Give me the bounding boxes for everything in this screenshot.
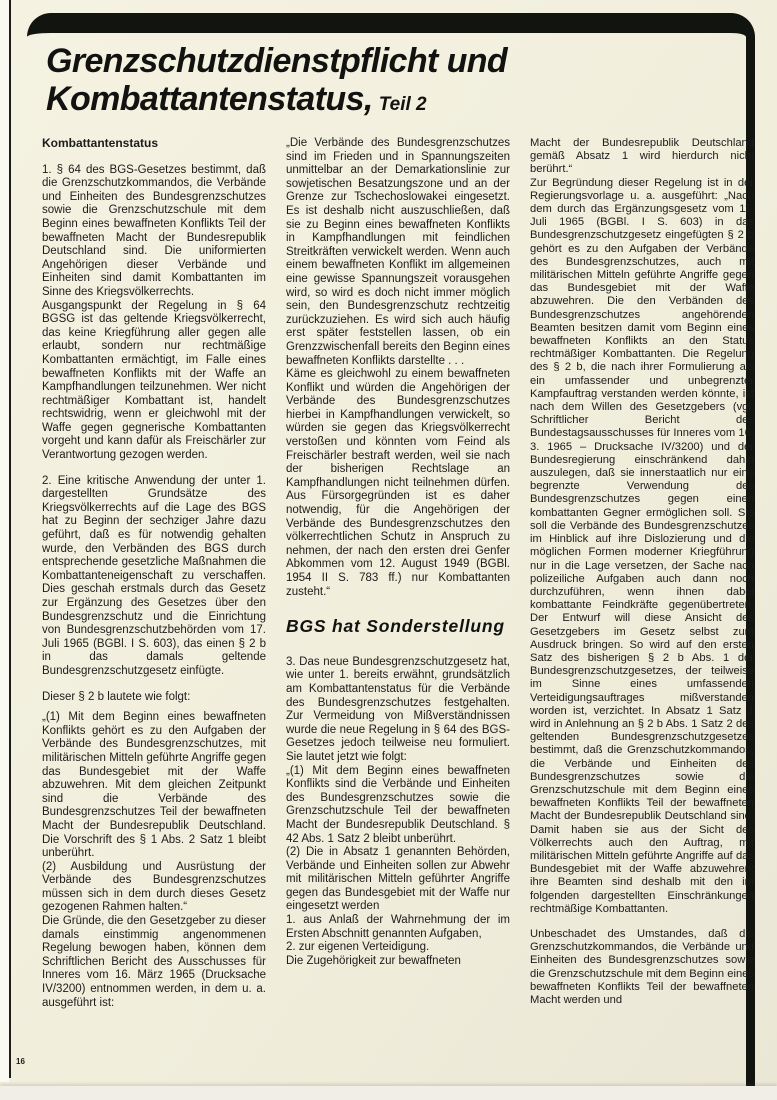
paragraph: 1. § 64 des BGS-Gesetzes bestimmt, daß die Grenzschutzkommandos, die Verbände und Einheiten des Bundesgrenzschutzes sowie die Grenzschutzschule mit dem Beginn eines bewaffneten Konflikts Teil der bewaffneten Macht der Bundesrepublik Deutschland sind. Die uniformierten Angehörigen dieser Verbände und Einheiten sind damit Kombattanten im Sinne des Kriegsvölkerrechts. — [42, 163, 266, 298]
column-2 — [286, 137, 510, 1087]
article-title-part: Teil 2 — [378, 94, 427, 115]
paragraph: Macht der Bundesrepublik Deutschland gemäß Absatz 1 wird hierdurch nicht berührt.“ — [530, 137, 754, 176]
paragraph: Die Zugehörigkeit zur bewaffneten — [286, 954, 461, 967]
paragraph: Die Gründe, die den Gesetzgeber zu dieser damals einstimmig angenommenen Regelung bewogen haben, können dem Schriftlichen Bericht des Ausschusses für Inneres vom 16. März 1965 (Drucksache IV/3200) entnommen werden, in dem u. a. ausgeführt ist: — [42, 915, 266, 1009]
paragraph: „(1) Mit dem Beginn eines bewaffneten Konflikts sind die Verbände und Einheiten des Bundesgrenzschutzes sowie die Grenzschutzschule Teil der bewaffneten Macht der Bundesrepublik Deutschland. § 42 Abs. 1 Satz 2 bleibt unberührt. — [286, 764, 510, 845]
paragraph: (2) Die in Absatz 1 genannten Behörden, Verbände und Einheiten sollen zur Abwehr mit militärischen Mitteln geführter Angriffe gegen das Bundesgebiet mit der Waffe nur eingesetzt werden — [286, 846, 510, 913]
article-title-line1: Grenzschutzdienstpflicht und — [46, 42, 508, 80]
paragraph: „(1) Mit dem Beginn eines bewaffneten Konflikts gehört es zu den Aufgaben der Verbände des Bundesgrenzschutzes, mit militärischen Mitteln geführte Angriffe gegen das Bundesgebiet mit der Waffe abzuwehren. Mit dem gleichen Zeitpunkt sind die Verbände des Bundesgrenzschutzes Teil der bewaffneten Macht der Bundesrepublik Deutschland. Die Vorschrift des § 1 Abs. 2 Satz 1 bleibt unberührt. — [42, 711, 266, 860]
paragraph: „Die Verbände des Bundesgrenzschutzes sind im Frieden und in Spannungszeiten unmittelbar an der Demarkationslinie zur sowjetischen Besatzungszone und an der Grenze zur Tschechoslowakei eingesetzt. Es ist deshalb nicht auszuschließen, daß sie zu Beginn eines bewaffneten Konflikts in Kampfhandlungen mit feindlichen Streitkräften verwickelt werden. Wenn auch einem bewaffneten Konflikt im allgemeinen eine gewisse Spannungszeit vorausgehen wird, so wird es doch nicht immer möglich sein, den Bundesgrenzschutz rechtzeitig zurückzuziehen. Es wird sich auch häufig erst später feststellen lassen, ob ein Grenzzwischenfall bereits den Beginn eines bewaffneten Konflikts darstellte . . . — [286, 137, 510, 367]
page-left-edge — [0, 0, 9, 1082]
page-left-edge-line — [9, 0, 11, 1078]
page-number: 16 — [16, 1057, 25, 1066]
section-heading-kombattantenstatus: Kombattantenstatus — [42, 137, 159, 150]
article-body — [42, 137, 754, 1087]
article-title-line2 — [46, 80, 507, 124]
paragraph: Ausgangspunkt der Regelung in § 64 BGSG ist das geltende Kriegsvölkerrecht, das keine Kriegführung aller gegen alle erlaubt, sondern nur rechtmäßige Kombattanten ermächtigt, im Falle eines bewaffneten Konflikts mit der Waffe an Kampfhandlungen teilzunehmen. Wer nicht rechtmäßiger Kombattant ist, handelt rechtswidrig, wenn er gleichwohl mit der Waffe gegen gegnerische Kombattanten vorgeht und kann dafür als Freischärler zur Verantwortung gezogen werden. — [42, 299, 266, 462]
paragraph: 3. Das neue Bundesgrenzschutzgesetz hat, wie unter 1. bereits erwähnt, grundsätzlich am Kombattantenstatus für die Verbände des Bundesgrenzschutzes festgehalten. Zur Vermeidung von Mißverständnissen wurde die neue Regelung in § 64 des BGS-Gesetzes jedoch teilweise neu formuliert. Sie lautet jetzt wie folgt: — [286, 655, 510, 763]
paragraph: Zur Begründung dieser Regelung ist in der Regierungsvorlage u. a. ausgeführt: „Nach dem durch das Ergänzungsgesetz vom 11. Juli 1965 (BGBl. I S. 603) in das Bundesgrenzschutzgesetz eingefügten § 2 b gehört es zu den Aufgaben der Verbände des Bundesgrenzschutzes, auch mit militärischen Mitteln geführte Angriffe gegen das Bundesgebiet mit der Waffe abzuwehren. Die den Verbänden des Bundesgrenzschutzes angehörenden Beamten besitzen damit vom Beginn eines bewaffneten Konflikts an den Status rechtmäßiger Kombattanten. Die Regelung des § 2 b, die nach ihrer Formulierung als ein umfassender und unbegrenzter Kampfauftrag verstanden werden könnte, ist nach dem Willen des Gesetzgebers (vgl. Schriftlicher Bericht des Bundestagsausschusses für Inneres vom 16. 3. 1965 – Drucksache IV/3200) und der Bundesregierung einschränkend dahin auszulegen, daß sie innerstaatlich nur eine begrenzte Verwendung des Bundesgrenzschutzes gegen einen kombattanten Gegner ermöglichen soll. Sie soll die Verbände des Bundesgrenzschutzes im Hinblick auf ihre Dislozierung und die möglichen Formen moderner Kriegführung nur in die Lage versetzen, der Sache nach polizeiliche Aufgaben auch dann noch durchzuführen, wenn ihnen dabei kombattante Feindkräfte gegenübertreten. Der Entwurf will diese Ansicht des Gesetzgebers im Gesetz selbst zum Ausdruck bringen. So wird auf den ersten Satz des bisherigen § 2 b Abs. 1 der Bundesgrenzschutzgesetzes, der teilweise im Sinne eines umfassenden Verteidigungsauftrages mißverstanden worden ist, verzichtet. In Absatz 1 Satz 1 wird in Anlehnung an § 2 b Abs. 1 Satz 2 des geltenden Bundesgrenzschutzgesetzes bestimmt, daß die Grenzschutzkommandos, die Verbände und Einheiten des Bundesgrenzschutzes sowie die Grenzschutzschule mit dem Beginn eines bewaffneten Konflikts Teil der bewaffneten Macht der Bundesrepublik Deutschland sind. Damit haben sie aus der Sicht des Völkerrechts auch den Auftrag, mit militärischen Mitteln geführte Angriffe auf das Bundesgebiet mit der Waffe abzuwehren; ihre Beamten sind deshalb mit den im folgenden dargestellten Einschränkungen rechtmäßige Kombattanten. — [530, 176, 754, 915]
paragraph: Käme es gleichwohl zu einem bewaffneten Konflikt und würden die Angehörigen der Verbände des Bundesgrenzschutzes hierbei in Kampfhandlungen verwickelt, so würden sie gegen das Kriegsvölkerrecht verstoßen und könnten vom Feind als Freischärler bestraft werden, weil sie nach der bisherigen Rechtslage an Kampfhandlungen nicht teilnehmen dürfen. Aus Fürsorgegründen ist es daher notwendig, für die Angehörigen der Verbände des Bundesgrenzschutzes den völkerrechtlichen Schutz in Anspruch zu nehmen, der nach den ersten drei Genfer Abkommen vom 12. August 1949 (BGBl. 1954 II S. 783 ff.) nur Kombattanten zusteht.“ — [286, 368, 510, 598]
list-item: 2. zur eigenen Verteidigung. — [286, 941, 430, 954]
list-item: 1. aus Anlaß der Wahrnehmung der im Ersten Abschnitt genannten Aufgaben, — [286, 914, 510, 940]
paragraph: Dieser § 2 b lautete wie folgt: — [42, 690, 191, 703]
subheading-bgs-sonderstellung: BGS hat Sonderstellung — [286, 616, 505, 637]
paragraph: (2) Ausbildung und Ausrüstung der Verbände des Bundesgrenzschutzes müssen sich in dem durch dieses Gesetz gezogenen Rahmen halten.“ — [42, 860, 266, 914]
column-3 — [530, 137, 754, 1087]
page-bottom-edge — [0, 1086, 777, 1100]
article-title — [46, 42, 507, 124]
article-title-line2-text: Kombattantenstatus, — [46, 80, 373, 118]
paragraph: Unbeschadet des Umstandes, daß die Grenzschutzkommandos, die Verbände und Einheiten des Bundesgrenzschutzes sowie die Grenzschutzschule mit dem Beginn eines bewaffneten Konflikts Teil der bewaffneten Macht werden und — [530, 927, 754, 1006]
paragraph: 2. Eine kritische Anwendung der unter 1. dargestellten Grundsätze des Kriegsvölkerrechts auf die Lage des BGS hat zu Beginn der sechziger Jahre dazu geführt, daß es für notwendig gehalten wurde, den Verbänden des BGS durch entsprechende gesetzliche Maßnahmen die Kombattanteneigenschaft zu verschaffen. Dies geschah erstmals durch das Gesetz zur Ergänzung des Gesetzes über den Bundesgrenzschutz und die Einrichtung von Bundesgrenzschutzbehörden vom 17. Juli 1965 (BGBl. I S. 603), das einen § 2 b in das damals geltende Bundesgrenzschutzgesetz einfügte. — [42, 474, 266, 677]
column-1 — [42, 137, 266, 1087]
